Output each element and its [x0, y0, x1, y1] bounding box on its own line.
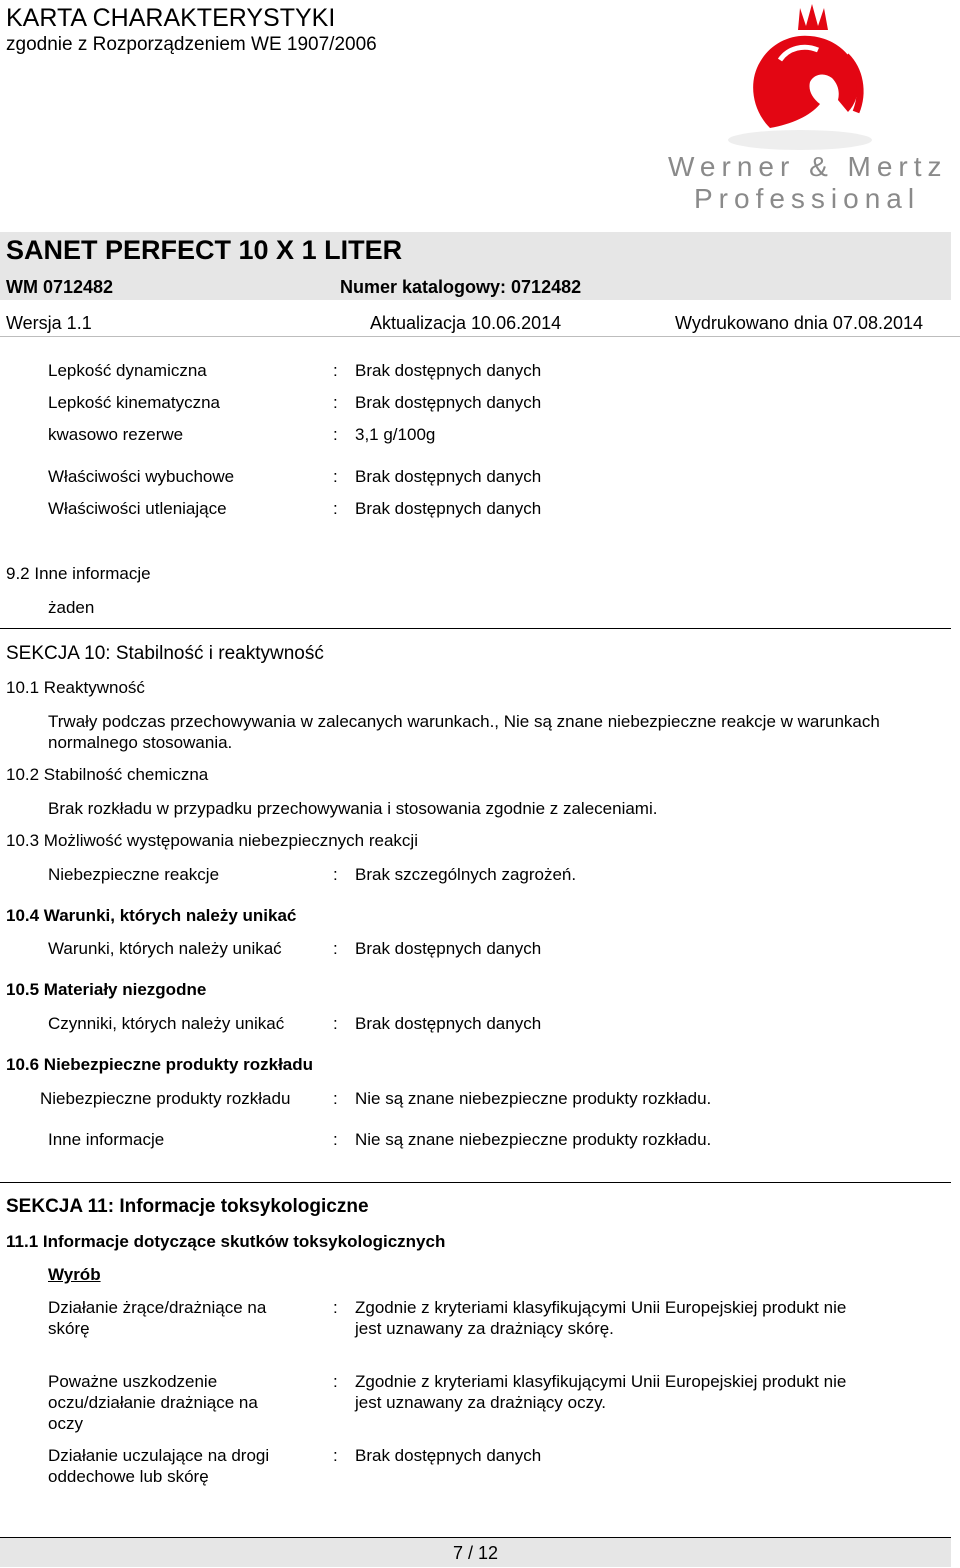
- version-row: [0, 310, 960, 337]
- colon: :: [333, 1372, 338, 1391]
- subsection-heading-10-4: 10.4 Warunki, których należy unikać: [6, 906, 297, 925]
- hazardous-reactions-value: Brak szczególnych zagrożeń.: [355, 865, 577, 884]
- subsection-heading-9-2: 9.2 Inne informacje: [6, 564, 151, 583]
- version: Wersja 1.1: [6, 313, 92, 333]
- property-value: Brak dostępnych danych: [355, 499, 542, 518]
- skin-corrosion-label: Działanie żrące/drażniące na: [48, 1298, 267, 1317]
- product-ids-row: [0, 272, 951, 300]
- subsection-text-9-2: żaden: [48, 598, 95, 617]
- document-subtitle: zgodnie z Rozporządzeniem WE 1907/2006: [6, 34, 377, 55]
- colon: :: [333, 361, 338, 380]
- conditions-value: Brak dostępnych danych: [355, 939, 542, 958]
- conditions-label: Warunki, których należy unikać: [48, 939, 282, 958]
- product-label: Wyrób: [48, 1265, 101, 1284]
- stability-text: Brak rozkładu w przypadku przechowywania i stosowania zgodnie z zaleceniami.: [48, 799, 658, 818]
- sensitisation-value: Brak dostępnych danych: [355, 1446, 542, 1465]
- update-date: Aktualizacja 10.06.2014: [370, 313, 562, 333]
- catalog-number: Numer katalogowy: 0712482: [340, 277, 582, 297]
- property-value: Brak dostępnych danych: [355, 393, 542, 412]
- colon: :: [333, 467, 338, 486]
- sensitisation-label: Działanie uczulające na drogi: [48, 1446, 270, 1465]
- eye-damage-value: Zgodnie z kryteriami klasyfikującymi Unii Europejskiej produkt nie: [355, 1372, 847, 1391]
- section-divider: [0, 628, 951, 629]
- eye-damage-value-cont: jest uznawany za drażniący oczy.: [355, 1393, 607, 1412]
- other-info-label: Inne informacje: [48, 1130, 165, 1149]
- reactivity-text-cont: normalnego stosowania.: [48, 733, 233, 752]
- page-number: 7 / 12: [0, 1537, 951, 1567]
- colon: :: [333, 1089, 338, 1108]
- reactivity-text: Trwały podczas przechowywania w zalecanych warunkach., Nie są znane niebezpieczne reakcje w warunkach: [48, 712, 880, 731]
- colon: :: [333, 1298, 338, 1317]
- skin-corrosion-value: Zgodnie z kryteriami klasyfikującymi Unii Europejskiej produkt nie: [355, 1298, 847, 1317]
- colon: :: [333, 1446, 338, 1465]
- colon: :: [333, 939, 338, 958]
- property-label: Właściwości utleniające: [48, 499, 227, 518]
- property-value: 3,1 g/100g: [355, 425, 436, 444]
- colon: :: [333, 1014, 338, 1033]
- subsection-heading-10-5: 10.5 Materiały niezgodne: [6, 980, 207, 999]
- eye-damage-label-cont2: oczy: [48, 1414, 83, 1433]
- colon: :: [333, 499, 338, 518]
- frog-logo-icon: [660, 0, 950, 215]
- skin-corrosion-label-cont: skórę: [48, 1319, 90, 1338]
- hazardous-reactions-label: Niebezpieczne reakcje: [48, 865, 220, 884]
- subsection-heading-10-2: 10.2 Stabilność chemiczna: [6, 765, 209, 784]
- product-name: SANET PERFECT 10 X 1 LITER: [0, 232, 951, 272]
- decomposition-value: Nie są znane niebezpieczne produkty rozkładu.: [355, 1089, 712, 1108]
- property-label: Właściwości wybuchowe: [48, 467, 235, 486]
- property-label: kwasowo rezerwe: [48, 425, 184, 444]
- property-value: Brak dostępnych danych: [355, 361, 542, 380]
- logo-text-1: Werner & Mertz: [668, 151, 948, 182]
- company-logo: [660, 0, 950, 215]
- subsection-heading-10-3: 10.3 Możliwość występowania niebezpiecznych reakcji: [6, 831, 418, 850]
- sensitisation-label-cont: oddechowe lub skórę: [48, 1467, 209, 1486]
- colon: :: [333, 393, 338, 412]
- property-label: Lepkość kinematyczna: [48, 393, 220, 412]
- colon: :: [333, 865, 338, 884]
- skin-corrosion-value-cont: jest uznawany za drażniący skórę.: [355, 1319, 614, 1338]
- document-title: KARTA CHARAKTERYSTYKI: [6, 4, 336, 32]
- property-value: Brak dostępnych danych: [355, 467, 542, 486]
- subsection-heading-11-1: 11.1 Informacje dotyczące skutków toksykologicznych: [6, 1232, 446, 1251]
- wm-number: WM 0712482: [6, 277, 114, 297]
- subsection-heading-10-6: 10.6 Niebezpieczne produkty rozkładu: [6, 1055, 314, 1074]
- section-11-title: SEKCJA 11: Informacje toksykologiczne: [6, 1196, 369, 1217]
- eye-damage-label: Poważne uszkodzenie: [48, 1372, 218, 1391]
- other-info-value: Nie są znane niebezpieczne produkty rozkładu.: [355, 1130, 712, 1149]
- eye-damage-label-cont: oczu/działanie drażniące na: [48, 1393, 258, 1412]
- print-date: Wydrukowano dnia 07.08.2014: [675, 313, 924, 333]
- incompatible-label: Czynniki, których należy unikać: [48, 1014, 285, 1033]
- subsection-heading-10-1: 10.1 Reaktywność: [6, 678, 145, 697]
- section-10-title: SEKCJA 10: Stabilność i reaktywność: [6, 643, 324, 664]
- section-divider: [0, 1182, 951, 1183]
- decomposition-label: Niebezpieczne produkty rozkładu: [40, 1089, 291, 1108]
- property-label: Lepkość dynamiczna: [48, 361, 207, 380]
- logo-text-2: Professional: [694, 183, 921, 214]
- colon: :: [333, 1130, 338, 1149]
- incompatible-value: Brak dostępnych danych: [355, 1014, 542, 1033]
- colon: :: [333, 425, 338, 444]
